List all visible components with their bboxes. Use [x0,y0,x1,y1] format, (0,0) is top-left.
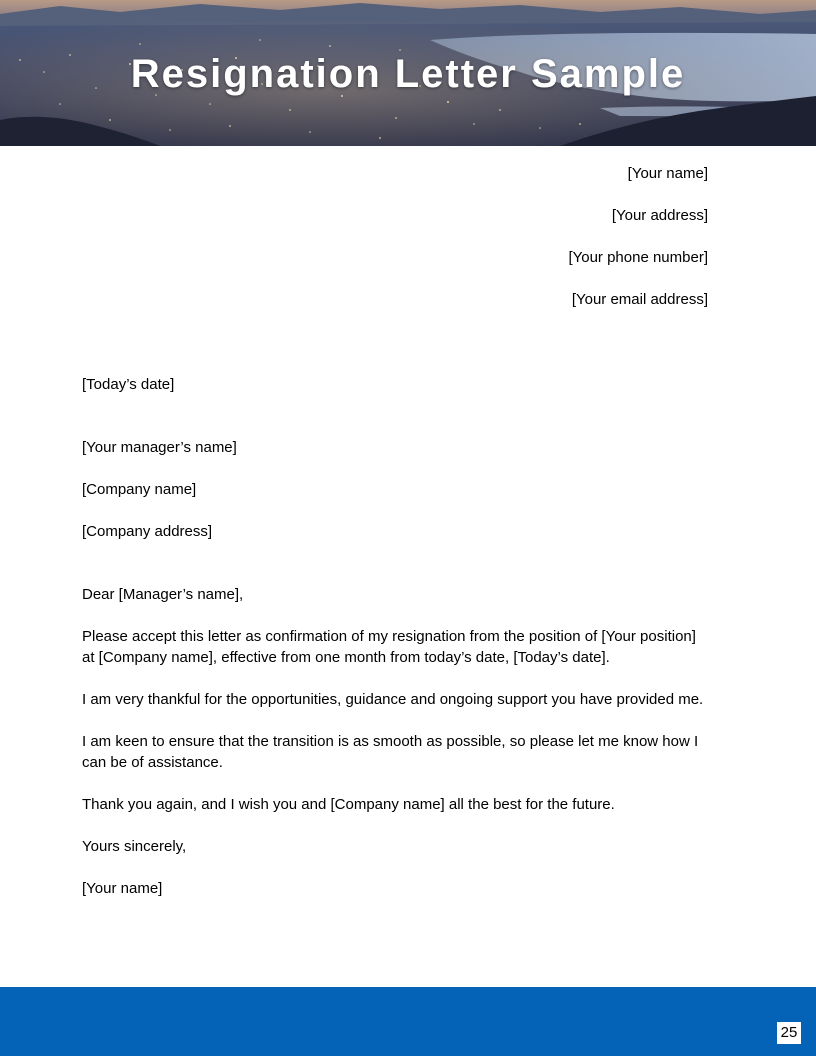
recipient-manager-name: [Your manager’s name] [82,439,237,456]
sender-address: [Your address] [611,207,708,224]
header-banner [0,0,816,146]
page-title: Resignation Letter Sample [130,52,686,96]
letter-body [82,584,712,920]
sender-name: [Your name] [627,165,708,182]
closing: Yours sincerely, [82,838,187,855]
body-paragraph: I am very thankful for the opportunities, guidance and ongoing support you have provided me. [82,691,704,708]
salutation: Dear [Manager’s name], [82,586,244,603]
body-paragraph: I am keen to ensure that the transition is as smooth as possible, so please let me know how I can be of assistance. [82,733,699,771]
recipient-company-address: [Company address] [82,523,213,540]
page-number: 25 [777,1022,801,1044]
footer-bar [0,987,816,1056]
body-paragraph: Thank you again, and I wish you and [Company name] all the best for the future. [82,796,615,813]
recipient-block [82,437,712,563]
body-paragraph: Please accept this letter as confirmation of my resignation from the position of [Your position] at [Company name], effective from one month from today’s date, [Today’s date]. [82,628,696,666]
signature: [Your name] [82,880,163,897]
recipient-company-name: [Company name] [82,481,197,498]
sender-email: [Your email address] [571,291,708,308]
letter-date: [Today’s date] [82,376,175,393]
sender-block [568,165,708,333]
sender-phone: [Your phone number] [568,249,708,266]
